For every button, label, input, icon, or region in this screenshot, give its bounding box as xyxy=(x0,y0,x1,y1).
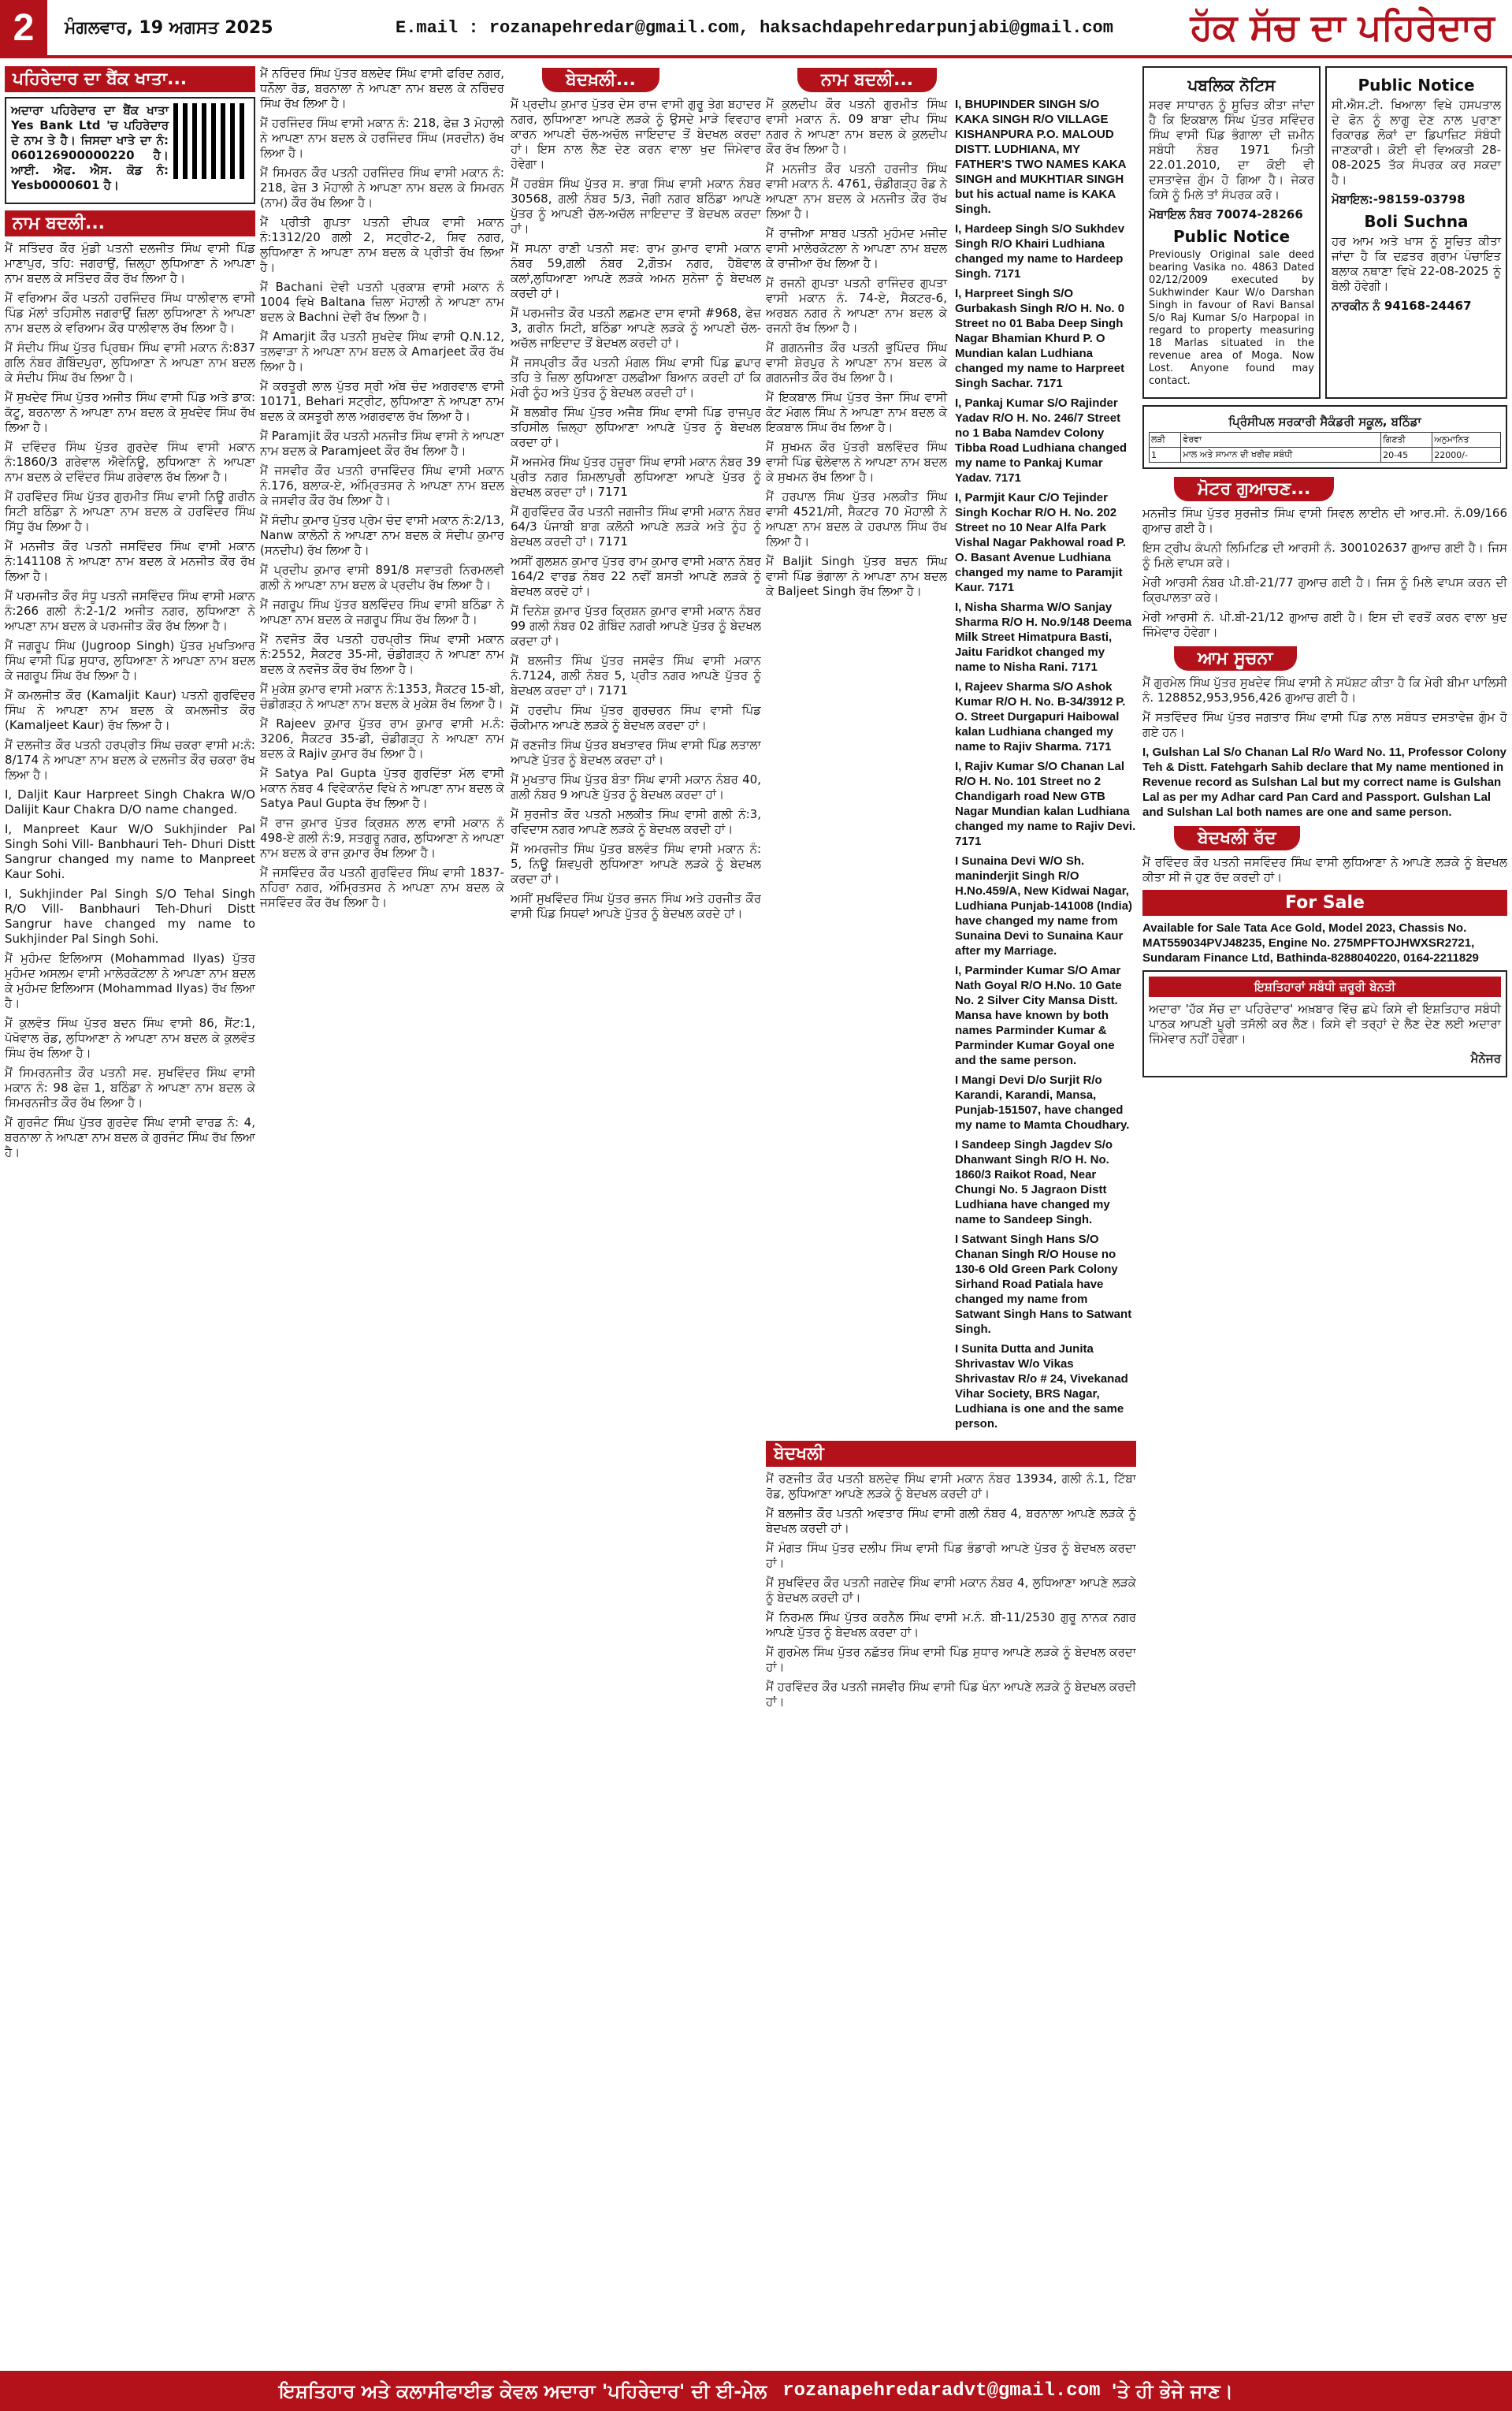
ad-item: ਮੈਂ ਨਰਿੰਦਰ ਸਿੰਘ ਪੁੱਤਰ ਬਲਦੇਵ ਸਿੰਘ ਵਾਸੀ ਫਰਿਦ ਨਗਰ, ਧਨੌਲਾ ਰੋਡ, ਬਰਨਾਲਾ ਨੇ ਆਪਣਾ ਨਾਮ ਬਦਲ ਕੇ ਨਰਿੰਦਰ ਸਿੰਘ ਰੱਖ ਲਿਆ ਹੈ। xyxy=(260,66,504,110)
ad-item: ਅਸੀਂ ਗੁਲਸ਼ਨ ਕੁਮਾਰ ਪੁੱਤਰ ਰਾਮ ਕੁਮਾਰ ਵਾਸੀ ਮਕਾਨ ਨੰਬਰ 164/2 ਵਾਰਡ ਨੰਬਰ 22 ਨਵੀਂ ਬਸਤੀ ਆਪਣੇ ਲੜਕੇ ਨੂੰ ਬੇਦਖਲ ਕਰਦੇ ਹਾਂ। xyxy=(511,554,761,598)
table-header: ਅਨੁਮਾਨਿਤ xyxy=(1432,433,1501,448)
ad-item-english: I, Harpreet Singh S/O Gurbakash Singh R/O H. No. 0 Street no 01 Baba Deep Singh Nagar Bhamian Khurd P. O Mundian kalan Ludhiana changed my name to Harpreet Singh Sachar. 7171 xyxy=(955,287,1125,390)
notice-contact: ਮੋਬਾਇਲ ਨੰਬਰ 70074-28266 xyxy=(1149,207,1303,221)
table-header: ਗਿਣਤੀ xyxy=(1381,433,1432,448)
page-footer xyxy=(0,2371,1512,2411)
bank-box xyxy=(5,97,255,204)
bank-text: ਅਦਾਰਾ ਪਹਿਰੇਦਾਰ ਦਾ ਬੈਂਕ ਖਾਤਾ Yes Bank Ltd 'ਚ ਪਹਿਰੇਦਾਰ ਦੇ ਨਾਮ ਤੇ ਹੈ। ਜਿਸਦਾ ਖਾਤੇ ਦਾ ਨੰ: 060126900000220 ਹੈ। ਆਈ. ਐਫ. ਐਸ. ਕੋਡ ਨੰ: Yesb0000601 ਹੈ। xyxy=(11,103,169,192)
public-notice-box xyxy=(1325,66,1507,399)
ad-item-english: I, BHUPINDER SINGH S/O KAKA SINGH R/O VILLAGE KISHANPURA P.O. MALOUD DISTT. LUDHIANA, MY FATHER'S TWO NAMES KAKA SINGH and MUKHTIAR SINGH but his actual name is KAKA Singh. xyxy=(955,98,1126,216)
ad-item: ਮੈਂ ਕਮਲਜੀਤ ਕੌਰ (Kamaljit Kaur) ਪਤਨੀ ਗੁਰਵਿੰਦਰ ਸਿੰਘ ਨੇ ਆਪਣਾ ਨਾਮ ਬਦਲ ਕੇ ਕਮਲਜੀਤ ਕੌਰ (Kamaljeet Kaur) ਰੱਖ ਲਿਆ ਹੈ। xyxy=(5,688,255,732)
ad-item: ਮੈਂ ਕੁਲਵੰਤ ਸਿੰਘ ਪੁੱਤਰ ਬਦਨ ਸਿੰਘ ਵਾਸੀ 86, ਸੈਂਟ:1, ਪੱਖੋਵਾਲ ਰੋਡ, ਲੁਧਿਆਣਾ ਨੇ ਆਪਣਾ ਨਾਮ ਬਦਲ ਕੇ ਕੁਲਵੰਤ ਸਿੰਘ ਰੱਖ ਲਿਆ ਹੈ। xyxy=(5,1016,255,1060)
ad-item-english: I Mangi Devi D/o Surjit R/o Karandi, Karandi, Mansa, Punjab-151507, have changed my name to Mamta Choudhary. xyxy=(955,1073,1130,1132)
ad-list xyxy=(260,66,504,910)
section-heading: For Sale xyxy=(1142,890,1507,916)
tender-box xyxy=(1142,405,1507,469)
ad-item: ਮੇਰੀ ਆਰਸੀ ਨੰਬਰ ਪੀ.ਬੀ-21/77 ਗੁਆਚ ਗਈ ਹੈ। ਜਿਸ ਨੂੰ ਮਿਲੇ ਵਾਪਸ ਕਰਨ ਦੀ ਕ੍ਰਿਪਾਲਤਾ ਕਰੇ। xyxy=(1142,575,1507,605)
notice-text: ਸੀ.ਐਸ.ਟੀ. ਖਿਆਲਾ ਵਿਖੇ ਹਸਪਤਾਲ ਦੇ ਫੋਨ ਨੂੰ ਲਾਗੂ ਦੇਣ ਨਾਲ ਪੁਰਾਣਾ ਰਿਕਾਰਡ ਲੋਕਾਂ ਦਾ ਡਿਪਾਜ਼ਿਟ ਸੰਬੰਧੀ ਜਾਣਕਾਰੀ। ਕੋਈ ਵੀ ਵਿਅਕਤੀ 28-08-2025 ਤੱਕ ਸੰਪਰਕ ਕਰ ਸਕਦਾ ਹੈ। xyxy=(1332,98,1501,187)
ad-item: ਮੈਂ ਨਿਰਮਲ ਸਿੰਘ ਪੁੱਤਰ ਕਰਨੈਲ ਸਿੰਘ ਵਾਸੀ ਮ.ਨੰ. ਬੀ-11/2530 ਗੁਰੂ ਨਾਨਕ ਨਗਰ ਆਪਣੇ ਪੁੱਤਰ ਨੂੰ ਬੇਦਖਲ ਕਰਦਾ ਹਾਂ। xyxy=(766,1610,1136,1639)
notice-title: Public Notice xyxy=(1172,227,1291,246)
ad-item: ਮੈਂ ਜਸਪ੍ਰੀਤ ਕੌਰ ਪਤਨੀ ਮੰਗਲ ਸਿੰਘ ਵਾਸੀ ਪਿੰਡ ਛਪਾਰ ਤਹਿ ਤੇ ਜ਼ਿਲਾ ਲੁਧਿਆਣਾ ਹਲਫੀਆ ਬਿਆਨ ਕਰਦੀ ਹਾਂ ਕਿ ਮੇਰੀ ਨੂੰਹ ਅਤੇ ਪੁੱਤਰ ਨੂੰ ਬੇਦਖਲ ਕਰਦੀ ਹਾਂ। xyxy=(511,355,761,400)
tender-title: ਪ੍ਰਿੰਸੀਪਲ ਸਰਕਾਰੀ ਸੈਕੰਡਰੀ ਸਕੂਲ, ਬਠਿੰਡਾ xyxy=(1228,415,1421,429)
page-header xyxy=(0,0,1512,58)
ad-item-english: I Satwant Singh Hans S/O Chanan Singh R/O House no 130-6 Old Green Park Colony Sirhand Road Patiala have changed my name from Satwant Singh Hans to Satwant Singh. xyxy=(955,1233,1132,1336)
notice-contact: ਮੋਬਾਇਲ:-98159-03798 xyxy=(1332,192,1466,206)
ad-list xyxy=(511,97,761,921)
ad-item: ਮੈਂ ਮੁਕੇਸ਼ ਕੁਮਾਰ ਵਾਸੀ ਮਕਾਨ ਨੰ:1353, ਸੈਕਟਰ 15-ਬੀ, ਚੰਡੀਗੜ੍ਹ ਨੇ ਆਪਣਾ ਨਾਮ ਬਦਲ ਕੇ ਮੁਕੇਸ਼ ਰੱਖ ਲਿਆ ਹੈ। xyxy=(260,682,504,711)
ad-item: ਮੈਂ ਸੰਦੀਪ ਕੁਮਾਰ ਪੁੱਤਰ ਪ੍ਰੇਮ ਚੰਦ ਵਾਸੀ ਮਕਾਨ ਨੰ:2/13, Nanw ਕਾਲੋਨੀ ਨੇ ਆਪਣਾ ਨਾਮ ਬਦਲ ਕੇ ਸੰਦੀਪ ਕੁਮਾਰ (ਸਨਦੀਪ) ਰੱਖ ਲਿਆ ਹੈ। xyxy=(260,513,504,557)
ad-item: ਮੈਂ ਦਲਜੀਤ ਕੌਰ ਪਤਨੀ ਹਰਪ੍ਰੀਤ ਸਿੰਘ ਚਕਰਾ ਵਾਸੀ ਮ:ਨੰ: 8/174 ਨੇ ਆਪਣਾ ਨਾਮ ਬਦਲ ਕੇ ਦਲਜੀਤ ਕੌਰ ਚਕਰਾ ਰੱਖ ਲਿਆ ਹੈ। xyxy=(5,738,255,782)
ad-item: ਮੈਂ ਨਵਜੋਤ ਕੌਰ ਪਤਨੀ ਹਰਪ੍ਰੀਤ ਸਿੰਘ ਵਾਸੀ ਮਕਾਨ ਨੰ:2552, ਸੈਕਟਰ 35-ਸੀ, ਚੰਡੀਗੜ੍ਹ ਨੇ ਆਪਣਾ ਨਾਮ ਬਦਲ ਕੇ ਨਵਜੋਤ ਕੌਰ ਰੱਖ ਲਿਆ ਹੈ। xyxy=(260,632,504,676)
footer-text: ਇਸ਼ਤਿਹਾਰ ਅਤੇ ਕਲਾਸੀਫਾਈਡ ਕੇਵਲ ਅਦਾਰਾ 'ਪਹਿਰੇਦਾਰ' ਦੀ ਈ-ਮੇਲ xyxy=(279,2379,767,2402)
ad-list xyxy=(1142,675,1507,740)
section-heading: ਬੇਦਖਲੀ xyxy=(766,1441,1136,1467)
ad-item-english: I, Hardeep Singh S/O Sukhdev Singh R/O Khairi Ludhiana changed my name to Hardeep Singh. 7171 xyxy=(955,222,1125,281)
section-heading: ਨਾਮ ਬਦਲੀ... xyxy=(797,68,937,92)
section-heading: ਬੇਦਖ਼ਲੀ... xyxy=(542,68,659,92)
ad-item: ਮੈਂ ਇਕਬਾਲ ਸਿੰਘ ਪੁੱਤਰ ਤੇਜਾ ਸਿੰਘ ਵਾਸੀ ਕੋਟ ਮੰਗਲ ਸਿੰਘ ਨੇ ਆਪਣਾ ਨਾਮ ਬਦਲ ਕੇ ਇਕਬਾਲ ਸਿੰਘ ਰੱਖ ਲਿਆ ਹੈ। xyxy=(766,390,947,434)
ad-item: ਮੈਂ ਮਨਜੀਤ ਕੌਰ ਪਤਨੀ ਜਸਵਿੰਦਰ ਸਿੰਘ ਵਾਸੀ ਮਕਾਨ ਨੰ:141108 ਨੇ ਆਪਣਾ ਨਾਮ ਬਦਲ ਕੇ ਮਨਜੀਤ ਕੌਰ ਰੱਖ ਲਿਆ ਹੈ। xyxy=(5,539,255,583)
ad-item: ਮੈਂ ਪ੍ਰਦੀਪ ਕੁਮਾਰ ਵਾਸੀ 891/8 ਸਵਾਤਰੀ ਨਿਰਮਲਵੀ ਗਲੀ ਨੇ ਆਪਣਾ ਨਾਮ ਬਦਲ ਕੇ ਪ੍ਰਦੀਪ ਰੱਖ ਲਿਆ ਹੈ। xyxy=(260,563,504,592)
column-5 xyxy=(1142,66,1507,2366)
ad-item: ਮੈਂ Amarjit ਕੌਰ ਪਤਨੀ ਸੁਖਦੇਵ ਸਿੰਘ ਵਾਸੀ Q.N.12, ਤਲਵਾੜਾ ਨੇ ਆਪਣਾ ਨਾਮ ਬਦਲ ਕੇ Amarjeet ਕੌਰ ਰੱਖ ਲਿਆ ਹੈ। xyxy=(260,329,504,374)
ad-item: ਮੈਂ ਬਲਬੀਰ ਸਿੰਘ ਪੁੱਤਰ ਅਜੈਬ ਸਿੰਘ ਵਾਸੀ ਪਿੰਡ ਰਾਜਪੁਰ ਤਹਿਸੀਲ ਜ਼ਿਲ੍ਹਾ ਲੁਧਿਆਣਾ ਆਪਣੇ ਪੁੱਤਰ ਨੂੰ ਬੇਦਖਲ ਕਰਦਾ ਹਾਂ। xyxy=(511,405,761,449)
ad-item: ਮੈਂ ਸਤਵਿੰਦਰ ਸਿੰਘ ਪੁੱਤਰ ਜਗਤਾਰ ਸਿੰਘ ਵਾਸੀ ਪਿੰਡ ਨਾਲ ਸਬੰਧਤ ਦਸਤਾਵੇਜ਼ ਗੁੰਮ ਹੋ ਗਏ ਹਨ। xyxy=(1142,710,1507,739)
ad-item: ਮੈਂ Baljit Singh ਪੁੱਤਰ ਬਚਨ ਸਿੰਘ ਵਾਸੀ ਪਿੰਡ ਭੰਗਾਲਾ ਨੇ ਆਪਣਾ ਨਾਮ ਬਦਲ ਕੇ Baljeet Singh ਰੱਖ ਲਿਆ ਹੈ। xyxy=(766,554,947,598)
disclaimer-sign: ਮੈਨੇਜਰ xyxy=(1470,1051,1501,1066)
ad-item-english: I Sandeep Singh Jagdev S/o Dhanwant Singh R/O H. No. 1860/3 Raikot Road, Near Chungi No. 5 Jagraon Distt Ludhiana have changed my name to Sandeep Singh. xyxy=(955,1138,1113,1226)
ad-item-english: I, Gulshan Lal S/o Chanan Lal R/o Ward No. 11, Professor Colony Teh & Distt. Fatehgarh Sahib declare that My name mentioned in Revenue record as Sulshan Lal but my correct name is Gulshan Lal as per my Adhar card Pan Card and Passport. Gulshan Lal and Sulshan Lal both names are one and same person. xyxy=(1142,746,1507,819)
ad-item: ਮੈਂ ਸਿਮਰਨਜੀਤ ਕੌਰ ਪਤਨੀ ਸਵ. ਸੁਖਵਿੰਦਰ ਸਿੰਘ ਵਾਸੀ ਮਕਾਨ ਨੰ: 98 ਫੇਜ਼ 1, ਬਠਿੰਡਾ ਨੇ ਆਪਣਾ ਨਾਮ ਬਦਲ ਕੇ ਸਿਮਰਨਜੀਤ ਕੌਰ ਰੱਖ ਲਿਆ ਹੈ। xyxy=(5,1066,255,1110)
ad-item: ਮੈਂ ਹਰਦੀਪ ਸਿੰਘ ਪੁੱਤਰ ਗੁਰਚਰਨ ਸਿੰਘ ਵਾਸੀ ਪਿੰਡ ਚੌਕੀਮਾਨ ਆਪਣੇ ਲੜਕੇ ਨੂੰ ਬੇਦਖਲ ਕਰਦਾ ਹਾਂ। xyxy=(511,703,761,732)
ad-item: ਮੈਂ Paramjit ਕੌਰ ਪਤਨੀ ਮਨਜੀਤ ਸਿੰਘ ਵਾਸੀ ਨੇ ਆਪਣਾ ਨਾਮ ਬਦਲ ਕੇ Paramjeet ਕੌਰ ਰੱਖ ਲਿਆ ਹੈ। xyxy=(260,429,504,458)
ad-item: ਮੈਂ ਸਪਨਾ ਰਾਣੀ ਪਤਨੀ ਸਵ: ਰਾਮ ਕੁਮਾਰ ਵਾਸੀ ਮਕਾਨ ਨੰਬਰ 59,ਗਲੀ ਨੰਬਰ 2,ਗੌਤਮ ਨਗਰ, ਹੈਬੋਵਾਲ ਕਲਾਂ,ਲੁਧਿਆਣਾ ਆਪਣੇ ਲੜਕੇ ਅਮਨ ਸੁਨੇਜਾ ਨੂੰ ਬੇਦਖਲ ਕਰਦੀ ਹਾਂ। xyxy=(511,241,761,300)
ad-item: ਅਸੀਂ ਸੁਖਵਿੰਦਰ ਸਿੰਘ ਪੁੱਤਰ ਭਜਨ ਸਿੰਘ ਅਤੇ ਹਰਜੀਤ ਕੌਰ ਵਾਸੀ ਪਿੰਡ ਸਿਧਵਾਂ ਆਪਣੇ ਪੁੱਤਰ ਨੂੰ ਬੇਦਖਲ ਕਰਦੇ ਹਾਂ। xyxy=(511,891,761,921)
section-heading: ਨਾਮ ਬਦਲੀ... xyxy=(5,210,255,236)
notice-text: ਸਰਵ ਸਾਧਾਰਨ ਨੂੰ ਸੂਚਿਤ ਕੀਤਾ ਜਾਂਦਾ ਹੈ ਕਿ ਇਕਬਾਲ ਸਿੰਘ ਪੁੱਤਰ ਸਵਿੰਦਰ ਸਿੰਘ ਵਾਸੀ ਪਿੰਡ ਭੰਗਾਲਾ ਦੀ ਜ਼ਮੀਨ ਸਬੰਧੀ ਨੰਬਰ 1971 ਮਿਤੀ 22.01.2010, ਦਾ ਕੋਈ ਵੀ ਦਸਤਾਵੇਜ਼ ਗੁੰਮ ਹੋ ਗਿਆ ਹੈ। ਜੇਕਰ ਕਿਸੇ ਨੂੰ ਮਿਲੇ ਤਾਂ ਸੰਪਰਕ ਕਰੋ। xyxy=(1149,98,1314,202)
table-cell: 22000/- xyxy=(1432,448,1501,463)
notice-title: ਪਬਲਿਕ ਨੋਟਿਸ xyxy=(1187,76,1276,95)
ad-item: ਮੈਂ ਹਰਪਾਲ ਸਿੰਘ ਪੁੱਤਰ ਮਲਕੀਤ ਸਿੰਘ ਵਾਸੀ 4521/ਸੀ, ਸੈਕਟਰ 70 ਮੋਹਾਲੀ ਨੇ ਆਪਣਾ ਨਾਮ ਬਦਲ ਕੇ ਹਰਪਾਲ ਸਿੰਘ ਰੱਖ ਲਿਆ ਹੈ। xyxy=(766,489,947,549)
ad-item: ਮੈਂ ਦਿਨੇਸ਼ ਕੁਮਾਰ ਪੁੱਤਰ ਕ੍ਰਿਸ਼ਨ ਕੁਮਾਰ ਵਾਸੀ ਮਕਾਨ ਨੰਬਰ 99 ਗਲੀ ਨੰਬਰ 02 ਗੋਬਿੰਦ ਨਗਰੀ ਆਪਣੇ ਪੁੱਤਰ ਨੂੰ ਬੇਦਖਲ ਕਰਦਾ ਹਾਂ। xyxy=(511,604,761,648)
footer-tail: 'ਤੇ ਹੀ ਭੇਜੇ ਜਾਣ। xyxy=(1111,2379,1233,2402)
notice-text: Previously Original sale deed bearing Vasika no. 4863 Dated 02/12/2009 executed by Sukhwinder Kaur W/o Darshan Singh in favour of Ravi Bansal S/o Raj Kumar S/o Harpopal in regard to property measuring 18 Marlas situated in the revenue area of Moga. Now Lost. Anyone found may contact. xyxy=(1149,249,1314,387)
bank-title: ਪਹਿਰੇਦਾਰ ਦਾ ਬੈਂਕ ਖਾਤਾ... xyxy=(5,66,255,92)
ad-item-english: I Sunaina Devi W/O Sh. maninderjit Singh R/O H.No.459/A, New Kidwai Nagar, Ludhiana Punjab-141008 (India) have changed my name from Sunaina Devi to Sunaina Kaur after my Marriage. xyxy=(955,854,1133,958)
disclaimer-box xyxy=(1142,970,1507,1077)
ad-item: ਮੈਂ ਜਸਵਿੰਦਰ ਕੌਰ ਪਤਨੀ ਗੁਰਵਿੰਦਰ ਸਿੰਘ ਵਾਸੀ 1837-ਨਹਿਰਾ ਨਗਰ, ਅੰਮ੍ਰਿਤਸਰ ਨੇ ਆਪਣਾ ਨਾਮ ਬਦਲ ਕੇ ਜਸਵਿੰਦਰ ਕੌਰ ਰੱਖ ਲਿਆ ਹੈ। xyxy=(260,865,504,910)
ad-list xyxy=(766,97,947,1436)
ad-item: ਮੈਂ ਅਮਰਜੀਤ ਸਿੰਘ ਪੁੱਤਰ ਬਲਵੰਤ ਸਿੰਘ ਵਾਸੀ ਮਕਾਨ ਨੰ: 5, ਨਿਊ ਸ਼ਿਵਪੁਰੀ ਲੁਧਿਆਣਾ ਆਪਣੇ ਲੜਕੇ ਨੂੰ ਬੇਦਖਲ ਕਰਦਾ ਹਾਂ। xyxy=(511,842,761,886)
ad-item: ਮੈਂ ਮਨਜੀਤ ਕੌਰ ਪਤਨੀ ਹਰਜੀਤ ਸਿੰਘ ਵਾਸੀ ਮਕਾਨ ਨੰ. 4761, ਚੰਡੀਗੜ੍ਹ ਰੋਡ ਨੇ ਆਪਣਾ ਨਾਮ ਬਦਲ ਕੇ ਮਨਜੀਤ ਕੌਰ ਰੱਖ ਲਿਆ ਹੈ। xyxy=(766,162,947,221)
notice-title: Public Notice xyxy=(1358,76,1475,95)
ad-item-english: I, Parmjit Kaur C/O Tejinder Singh Kochar R/O H. No. 202 Street no 10 Near Alfa Park Vishal Nagar Pakhowal road P. O. Basant Avenue Ludhiana changed my name to Paramjit Kaur. 7171 xyxy=(955,491,1127,594)
table-cell: 1 xyxy=(1150,448,1181,463)
ad-item-english: I Sunita Dutta and Junita Shrivastav W/o Vikas Shrivastav R/o # 24, Vivekanad Vihar Society, BRS Nagar, Ludhiana is one and the same person. xyxy=(955,1342,1128,1431)
table-header: ਵੇਰਵਾ xyxy=(1181,433,1381,448)
column-3 xyxy=(511,66,761,2366)
ad-item-english: I, Pankaj Kumar S/O Rajinder Yadav R/O H. No. 246/7 Street no 1 Baba Namdev Colony Tibba Road Ludhiana changed my name to Pankaj Kumar Yadav. 7171 xyxy=(955,396,1127,485)
notice-contact: ਨਾਰਕੀਨ ਨੰ 94168-24467 xyxy=(1332,299,1472,313)
column-1 xyxy=(5,66,255,2366)
table-cell: 20-45 xyxy=(1381,448,1432,463)
qr-code-icon xyxy=(173,103,249,179)
ad-item: ਮੈਂ ਅਜਮੇਰ ਸਿੰਘ ਪੁੱਤਰ ਹਜੂਰਾ ਸਿੰਘ ਵਾਸੀ ਮਕਾਨ ਨੰਬਰ 39 ਪ੍ਰੀਤ ਨਗਰ ਸ਼ਿਮਲਾਪੁਰੀ ਲੁਧਿਆਣਾ ਆਪਣੇ ਪੁੱਤਰ ਨੂੰ ਬੇਦਖਲ ਕਰਦਾ ਹਾਂ। 7171 xyxy=(511,455,761,499)
ad-item: ਮੈਂ ਕਰਤੂਰੀ ਲਾਲ ਪੁੱਤਰ ਸ੍ਰੀ ਅੰਬ ਚੰਦ ਅਗਰਵਾਲ ਵਾਸੀ 10171, Behari ਸਟ੍ਰੀਟ, ਲੁਧਿਆਣਾ ਨੇ ਆਪਣਾ ਨਾਮ ਬਦਲ ਕੇ ਕਸਤੂਰੀ ਲਾਲ ਅਗਰਵਾਲ ਰੱਖ ਲਿਆ ਹੈ। xyxy=(260,379,504,423)
sale-text: Available for Sale Tata Ace Gold, Model 2023, Chassis No. MAT559034PVJ48235, Engine No. 275MPFTOJHWXSR2721, Sundaram Finance Ltd, Bathinda-8288040220, 0164-2211829 xyxy=(1142,921,1479,965)
column-2 xyxy=(260,66,504,2366)
ad-item: ਮੈਂ ਸਿਮਰਨ ਕੌਰ ਪਤਨੀ ਹਰਜਿੰਦਰ ਸਿੰਘ ਵਾਸੀ ਮਕਾਨ ਨੰ: 218, ਫੇਜ਼ 3 ਮੋਹਾਲੀ ਨੇ ਆਪਣਾ ਨਾਮ ਬਦਲ ਕੇ ਸਿਮਰਨ (ਨਾਮ) ਕੌਰ ਰੱਖ ਲਿਆ ਹੈ। xyxy=(260,166,504,210)
ad-list xyxy=(766,1472,1136,1710)
ad-item: ਇਸ ਟ੍ਰੀਪ ਕੰਪਨੀ ਲਿਮਿਟਿਡ ਦੀ ਆਰਸੀ ਨੰ. 300102637 ਗੁਆਚ ਗਈ ਹੈ। ਜਿਸ ਨੂੰ ਮਿਲੇ ਵਾਪਸ ਕਰੇ। xyxy=(1142,541,1507,570)
ad-item: ਮੈਂ ਰਵਿੰਦਰ ਕੌਰ ਪਤਨੀ ਜਸਵਿੰਦਰ ਸਿੰਘ ਵਾਸੀ ਲੁਧਿਆਣਾ ਨੇ ਆਪਣੇ ਲੜਕੇ ਨੂੰ ਬੇਦਖਲ ਕੀਤਾ ਸੀ ਜੋ ਹੁਣ ਰੱਦ ਕਰਦੀ ਹਾਂ। xyxy=(1142,855,1507,884)
tender-table xyxy=(1149,432,1501,463)
ad-item: ਮੈਂ ਵਰਿਆਮ ਕੌਰ ਪਤਨੀ ਹਰਜਿੰਦਰ ਸਿੰਘ ਧਾਲੀਵਾਲ ਵਾਸੀ ਪਿੰਡ ਮੱਲਾਂ ਤਹਿਸੀਲ ਜਗਰਾਉਂ ਜ਼ਿਲਾ ਲੁਧਿਆਣਾ ਨੇ ਆਪਣਾ ਨਾਮ ਬਦਲ ਕੇ ਵਰਿਆਮ ਕੌਰ ਧਾਲੀਵਾਲ ਰੱਖ ਲਿਆ ਹੈ। xyxy=(5,291,255,335)
ad-item: ਮੈਂ Bachani ਦੇਵੀ ਪਤਨੀ ਪ੍ਰਕਾਸ਼ ਵਾਸੀ ਮਕਾਨ ਨੰ 1004 ਵਿਖੇ Baltana ਜ਼ਿਲਾ ਮੋਹਾਲੀ ਨੇ ਆਪਣਾ ਨਾਮ ਬਦਲ ਕੇ Bachni ਦੇਵੀ ਰੱਖ ਲਿਆ ਹੈ। xyxy=(260,280,504,324)
ad-item: ਮੈਂ ਸੁਖਵਿੰਦਰ ਕੌਰ ਪਤਨੀ ਜਗਦੇਵ ਸਿੰਘ ਵਾਸੀ ਮਕਾਨ ਨੰਬਰ 4, ਲੁਧਿਆਣਾ ਆਪਣੇ ਲੜਕੇ ਨੂੰ ਬੇਦਖਲ ਕਰਦੀ ਹਾਂ। xyxy=(766,1576,1136,1605)
section-heading: ਆਮ ਸੂਚਨਾ xyxy=(1174,646,1297,671)
ad-item: ਮੈਂ ਕੁਲਦੀਪ ਕੌਰ ਪਤਨੀ ਗੁਰਮੀਤ ਸਿੰਘ ਵਾਸੀ ਮਕਾਨ ਨੰ. 09 ਬਾਬਾ ਦੀਪ ਸਿੰਘ ਨਗਰ ਨੇ ਆਪਣਾ ਨਾਮ ਬਦਲ ਕੇ ਕੁਲਦੀਪ ਕੌਰ ਰੱਖ ਲਿਆ ਹੈ। xyxy=(766,97,947,156)
ad-item: ਮੈਂ ਪ੍ਰਦੀਪ ਕੁਮਾਰ ਪੁੱਤਰ ਦੇਸ ਰਾਜ ਵਾਸੀ ਗੁਰੂ ਤੇਗ ਬਹਾਦਰ ਨਗਰ, ਲੁਧਿਆਣਾ ਆਪਣੇ ਲੜਕੇ ਨੂੰ ਉਸਦੇ ਮਾੜੇ ਵਿਵਹਾਰ ਕਾਰਨ ਆਪਣੀ ਚੱਲ-ਅਚੱਲ ਜਾਇਦਾਦ ਤੋਂ ਬੇਦਖਲ ਕਰਦਾ ਹਾਂ। ਇਸ ਨਾਲ ਲੈਣ ਦੇਣ ਕਰਨ ਵਾਲਾ ਖੁਦ ਜਿੰਮੇਵਾਰ ਹੋਵੇਗਾ। xyxy=(511,97,761,171)
public-notice-box xyxy=(1142,66,1321,399)
ad-item: ਮੈਂ ਜਗਰੂਪ ਸਿੰਘ (Jugroop Singh) ਪੁੱਤਰ ਮੁਖਤਿਆਰ ਸਿੰਘ ਵਾਸੀ ਪਿੰਡ ਸੁਧਾਰ, ਲੁਧਿਆਣਾ ਨੇ ਆਪਣਾ ਨਾਮ ਬਦਲ ਕੇ ਜਗਰੂਪ ਸਿੰਘ ਰੱਖ ਲਿਆ ਹੈ। xyxy=(5,638,255,683)
section-heading: ਮੋਟਰ ਗੁਆਚਣ... xyxy=(1174,477,1334,501)
ad-item-english: I, Parminder Kumar S/O Amar Nath Goyal R/O H.No. 10 Gate No. 2 Silver City Mansa Distt. Mansa have known by both names Parminder Kumar & Parminder Kumar Goyal one and the same person. xyxy=(955,964,1122,1067)
ad-item: ਮੈਂ ਸੁਰਜੀਤ ਕੌਰ ਪਤਨੀ ਮਲਕੀਤ ਸਿੰਘ ਵਾਸੀ ਗਲੀ ਨੰ:3, ਰਵਿਦਾਸ ਨਗਰ ਆਪਣੇ ਲੜਕੇ ਨੂੰ ਬੇਦਖਲ ਕਰਦੀ ਹਾਂ। xyxy=(511,807,761,836)
issue-date: ਮੰਗਲਵਾਰ, 19 ਅਗਸਤ 2025 xyxy=(65,17,273,38)
ad-item: ਮੇਰੀ ਆਰਸੀ ਨੰ. ਪੀ.ਬੀ-21/12 ਗੁਆਚ ਗਈ ਹੈ। ਇਸ ਦੀ ਵਰਤੋਂ ਕਰਨ ਵਾਲਾ ਖੁਦ ਜਿੰਮੇਵਾਰ ਹੋਵੇਗਾ। xyxy=(1142,610,1507,639)
ad-item: ਮੈਂ ਬਲਜੀਤ ਕੌਰ ਪਤਨੀ ਅਵਤਾਰ ਸਿੰਘ ਵਾਸੀ ਗਲੀ ਨੰਬਰ 4, ਬਰਨਾਲਾ ਆਪਣੇ ਲੜਕੇ ਨੂੰ ਬੇਦਖਲ ਕਰਦੀ ਹਾਂ। xyxy=(766,1506,1136,1535)
ad-item: ਮੈਂ ਦਵਿੰਦਰ ਸਿੰਘ ਪੁੱਤਰ ਗੁਰਦੇਵ ਸਿੰਘ ਵਾਸੀ ਮਕਾਨ ਨੰ:1860/3 ਗਰੇਵਾਲ ਐਵੇਨਿਊ, ਲੁਧਿਆਣਾ ਨੇ ਆਪਣਾ ਨਾਮ ਬਦਲ ਕੇ ਦਵਿੰਦਰ ਸਿੰਘ ਗਰੇਵਾਲ ਰੱਖ ਲਿਆ ਹੈ। xyxy=(5,440,255,484)
ad-item-english: I, Rajiv Kumar S/O Chanan Lal R/O H. No. 101 Street no 2 Chandigarh road New GTB Nagar Mundian kalan Ludhiana changed my name to Rajiv Devi. 7171 xyxy=(955,760,1136,848)
ad-item: ਮੈਂ ਸੰਦੀਪ ਸਿੰਘ ਪੁੱਤਰ ਪ੍ਰਿਥਮ ਸਿੰਘ ਵਾਸੀ ਮਕਾਨ ਨੰ:837 ਗਲਿ ਨੰਬਰ ਗੋਬਿੰਦਪੁਰਾ, ਲੁਧਿਆਣਾ ਨੇ ਆਪਣਾ ਨਾਮ ਬਦਲ ਕੇ ਸੰਦੀਪ ਸਿੰਘ ਰੱਖ ਲਿਆ ਹੈ। xyxy=(5,340,255,385)
ad-item: I, Daljit Kaur Harpreet Singh Chakra W/O Dalijit Kaur Chakra D/O name changed. xyxy=(5,787,255,817)
ad-item: ਮੈਂ ਪ੍ਰੀਤੀ ਗੁਪਤਾ ਪਤਨੀ ਦੀਪਕ ਵਾਸੀ ਮਕਾਨ ਨੰ:1312/20 ਗਲੀ 2, ਸਟ੍ਰੀਟ-2, ਸ਼ਿਵ ਨਗਰ, ਲੁਧਿਆਣਾ ਨੇ ਆਪਣਾ ਨਾਮ ਬਦਲ ਕੇ ਪ੍ਰੀਤੀ ਰੱਖ ਲਿਆ ਹੈ। xyxy=(260,215,504,274)
section-heading: ਬੇਦਖਲੀ ਰੱਦ xyxy=(1174,826,1300,850)
ad-item: ਮੈਂ Rajeev ਕੁਮਾਰ ਪੁੱਤਰ ਰਾਮ ਕੁਮਾਰ ਵਾਸੀ ਮ.ਨੰ: 3206, ਸੈਕਟਰ 35-ਡੀ, ਚੰਡੀਗੜ੍ਹ ਨੇ ਆਪਣਾ ਨਾਮ ਬਦਲ ਕੇ Rajiv ਕੁਮਾਰ ਰੱਖ ਲਿਆ ਹੈ। xyxy=(260,716,504,761)
ad-item: ਮੈਂ ਮੰਗਤ ਸਿੰਘ ਪੁੱਤਰ ਦਲੀਪ ਸਿੰਘ ਵਾਸੀ ਪਿੰਡ ਭੰਡਾਰੀ ਆਪਣੇ ਪੁੱਤਰ ਨੂੰ ਬੇਦਖਲ ਕਰਦਾ ਹਾਂ। xyxy=(766,1541,1136,1570)
ad-item: ਮੈਂ ਸਤਿੰਦਰ ਕੌਰ ਮੁੰਡੀ ਪਤਨੀ ਦਲਜੀਤ ਸਿੰਘ ਵਾਸੀ ਪਿੰਡ ਮਾਣਾਪੁਰ, ਤਹਿ: ਜਗਰਾਉਂ, ਜ਼ਿਲ੍ਹਾ ਲੁਧਿਆਣਾ ਨੇ ਆਪਣਾ ਨਾਮ ਬਦਲ ਕੇ ਸਤਿੰਦਰ ਕੌਰ ਰੱਖ ਲਿਆ ਹੈ। xyxy=(5,241,255,285)
ad-item: ਮੈਂ ਜਸਵੀਰ ਕੌਰ ਪਤਨੀ ਰਾਜਵਿੰਦਰ ਸਿੰਘ ਵਾਸੀ ਮਕਾਨ ਨੰ.176, ਬਲਾਕ-ਏ, ਅੰਮ੍ਰਿਤਸਰ ਨੇ ਆਪਣਾ ਨਾਮ ਬਦਲ ਕੇ ਜਸਵੀਰ ਕੌਰ ਰੱਖ ਲਿਆ ਹੈ। xyxy=(260,463,504,508)
footer-email[interactable]: rozanapehredaradvt@gmail.com xyxy=(782,2380,1101,2402)
ad-item: ਮੈਂ ਰਣਜੀਤ ਸਿੰਘ ਪੁੱਤਰ ਬਖਤਾਵਰ ਸਿੰਘ ਵਾਸੀ ਪਿੰਡ ਲਤਾਲਾ ਆਪਣੇ ਪੁੱਤਰ ਨੂੰ ਬੇਦਖਲ ਕਰਦਾ ਹਾਂ। xyxy=(511,738,761,767)
ad-item: ਮੈਂ ਮੁਹੰਮਦ ਇਲਿਆਸ (Mohammad Ilyas) ਪੁੱਤਰ ਮੁਹੰਮਦ ਅਸਲਮ ਵਾਸੀ ਮਾਲੇਰਕੋਟਲਾ ਨੇ ਆਪਣਾ ਨਾਮ ਬਦਲ ਕੇ ਮੁਹੰਮਦ ਇਲਿਆਸ (Mohammad Ilyas) ਰੱਖ ਲਿਆ ਹੈ। xyxy=(5,951,255,1010)
ad-item-english: I, Rajeev Sharma S/O Ashok Kumar R/O H. No. B-34/3912 P. O. Street Durgapuri Haibowal kalan Ludhiana changed my name to Rajiv Sharma. 7171 xyxy=(955,680,1126,753)
ad-item: ਮੈਂ ਹਰਬੰਸ ਸਿੰਘ ਪੁੱਤਰ ਸ. ਭਾਗ ਸਿੰਘ ਵਾਸੀ ਮਕਾਨ ਨੰਬਰ 30568, ਗਲੀ ਨੰਬਰ 5/3, ਜੋਗੀ ਨਗਰ ਬਠਿੰਡਾ ਆਪਣੇ ਪੁੱਤਰ ਨੂੰ ਆਪਣੀ ਚੱਲ-ਅਚੱਲ ਜਾਇਦਾਦ ਤੋਂ ਬੇਦਖਲ ਕਰਦਾ ਹਾਂ। xyxy=(511,177,761,236)
ad-item: ਮੈਂ ਮੁਖਤਾਰ ਸਿੰਘ ਪੁੱਤਰ ਬੰਤਾ ਸਿੰਘ ਵਾਸੀ ਮਕਾਨ ਨੰਬਰ 40, ਗਲੀ ਨੰਬਰ 9 ਆਪਣੇ ਪੁੱਤਰ ਨੂੰ ਬੇਦਖਲ ਕਰਦਾ ਹਾਂ। xyxy=(511,772,761,802)
ad-item: ਮੈਂ ਜਗਰੂਪ ਸਿੰਘ ਪੁੱਤਰ ਬਲਵਿੰਦਰ ਸਿੰਘ ਵਾਸੀ ਬਠਿੰਡਾ ਨੇ ਆਪਣਾ ਨਾਮ ਬਦਲ ਕੇ ਜਗਰੂਪ ਸਿੰਘ ਰੱਖ ਲਿਆ ਹੈ। xyxy=(260,597,504,627)
disclaimer-text: ਅਦਾਰਾ 'ਹੱਕ ਸੱਚ ਦਾ ਪਹਿਰੇਦਾਰ' ਅਖ਼ਬਾਰ ਵਿੱਚ ਛਪੇ ਕਿਸੇ ਵੀ ਇਸ਼ਤਿਹਾਰ ਸਬੰਧੀ ਪਾਠਕ ਆਪਣੀ ਪੂਰੀ ਤਸੱਲੀ ਕਰ ਲੈਣ। ਕਿਸੇ ਵੀ ਤਰ੍ਹਾਂ ਦੇ ਲੈਣ ਦੇਣ ਲਈ ਅਦਾਰਾ ਜਿੰਮੇਵਾਰ ਨਹੀਂ ਹੋਵੇਗਾ। xyxy=(1149,1002,1501,1046)
ad-item-english: I, Nisha Sharma W/O Sanjay Sharma R/O H. No.9/148 Deema Milk Street Himatpura Basti, Jaitu Faridkot changed my name to Nisha Rani. 7171 xyxy=(955,601,1132,674)
ad-item: ਮੈਂ ਸੁਖਦੇਵ ਸਿੰਘ ਪੁੱਤਰ ਅਜੀਤ ਸਿੰਘ ਵਾਸੀ ਪਿੰਡ ਅਤੇ ਡਾਕ: ਕੱਟੂ, ਬਰਨਾਲਾ ਨੇ ਆਪਣਾ ਨਾਮ ਬਦਲ ਕੇ ਸੁਖਦੇਵ ਸਿੰਘ ਰੱਖ ਲਿਆ ਹੈ। xyxy=(5,390,255,434)
ad-item: ਮੈਂ ਹਰਵਿੰਦਰ ਕੌਰ ਪਤਨੀ ਜਸਵੀਰ ਸਿੰਘ ਵਾਸੀ ਪਿੰਡ ਖੰਨਾ ਆਪਣੇ ਲੜਕੇ ਨੂੰ ਬੇਦਖਲ ਕਰਦੀ ਹਾਂ। xyxy=(766,1680,1136,1709)
ad-item: ਮੈਂ ਹਰਵਿੰਦਰ ਸਿੰਘ ਪੁੱਤਰ ਗੁਰਮੀਤ ਸਿੰਘ ਵਾਸੀ ਨਿਊ ਗਰੀਨ ਸਿਟੀ ਬਠਿੰਡਾ ਨੇ ਆਪਣਾ ਨਾਮ ਬਦਲ ਕੇ ਹਰਵਿੰਦਰ ਸਿੰਘ ਸਿੱਧੂ ਰੱਖ ਲਿਆ ਹੈ। xyxy=(5,489,255,534)
header-email[interactable]: E.mail : rozanapehredar@gmail.com, haksachdapehredarpunjabi@gmail.com xyxy=(396,17,1113,38)
ad-item: ਮੈਂ ਬਲਜੀਤ ਸਿੰਘ ਪੁੱਤਰ ਜਸਵੰਤ ਸਿੰਘ ਵਾਸੀ ਮਕਾਨ ਨੰ.7124, ਗਲੀ ਨੰਬਰ 5, ਪ੍ਰੀਤ ਨਗਰ ਆਪਣੇ ਪੁੱਤਰ ਨੂੰ ਬੇਦਖਲ ਕਰਦਾ ਹਾਂ। 7171 xyxy=(511,653,761,698)
notice-title: Boli Suchna xyxy=(1364,212,1469,231)
ad-item: ਮੈਂ ਪਰਮਜੀਤ ਕੌਰ ਸੰਧੂ ਪਤਨੀ ਜਸਵਿੰਦਰ ਸਿੰਘ ਵਾਸੀ ਮਕਾਨ ਨੰ:266 ਗਲੀ ਨੰ:2-1/2 ਅਜੀਤ ਨਗਰ, ਲੁਧਿਆਣਾ ਨੇ ਆਪਣਾ ਨਾਮ ਬਦਲ ਕੇ ਪਰਮਜੀਤ ਕੌਰ ਰੱਖ ਲਿਆ ਹੈ। xyxy=(5,589,255,633)
ad-item: ਮੈਂ ਗੁਰਵਿੰਦਰ ਕੌਰ ਪਤਨੀ ਜਗਜੀਤ ਸਿੰਘ ਵਾਸੀ ਮਕਾਨ ਨੰਬਰ 64/3 ਪੰਜਾਬੀ ਬਾਗ ਕਲੋਨੀ ਆਪਣੇ ਲੜਕੇ ਅਤੇ ਨੂੰਹ ਨੂੰ ਬੇਦਖਲ ਕਰਦੀ ਹਾਂ। 7171 xyxy=(511,504,761,549)
ad-item: I, Manpreet Kaur W/O Sukhjinder Pal Singh Sohi Vill- Banbhauri Teh- Dhuri Distt Sangrur changed my name to Manpreet Kaur Sohi. xyxy=(5,822,255,881)
ad-item: ਮੈਂ ਪਰਮਜੀਤ ਕੌਰ ਪਤਨੀ ਲਛਮਣ ਦਾਸ ਵਾਸੀ #968, ਫੇਜ਼ 3, ਗਰੀਨ ਸਿਟੀ, ਬਠਿੰਡਾ ਆਪਣੇ ਲੜਕੇ ਨੂੰ ਆਪਣੀ ਚੱਲ-ਅਚੱਲ ਜਾਇਦਾਦ ਤੋਂ ਬੇਦਖਲ ਕਰਦੀ ਹਾਂ। xyxy=(511,306,761,350)
ad-list xyxy=(1142,506,1507,640)
ad-item: ਮੈਂ ਸੁਖਮਨ ਕੌਰ ਪੁੱਤਰੀ ਬਲਵਿੰਦਰ ਸਿੰਘ ਵਾਸੀ ਪਿੰਡ ਢੋਲੇਵਾਲ ਨੇ ਆਪਣਾ ਨਾਮ ਬਦਲ ਕੇ ਸੁਖਮਨ ਰੱਖ ਲਿਆ ਹੈ। xyxy=(766,440,947,484)
ad-list xyxy=(5,241,255,1160)
newspaper-logo: ਹੱਕ ਸੱਚ ਦਾ ਪਹਿਰੇਦਾਰ xyxy=(1190,6,1495,48)
ad-item: ਮੈਂ ਗੁਰਜੰਟ ਸਿੰਘ ਪੁੱਤਰ ਗੁਰਦੇਵ ਸਿੰਘ ਵਾਸੀ ਵਾਰਡ ਨੰ: 4, ਬਰਨਾਲਾ ਨੇ ਆਪਣਾ ਨਾਮ ਬਦਲ ਕੇ ਗੁਰਜੰਟ ਸਿੰਘ ਰੱਖ ਲਿਆ ਹੈ। xyxy=(5,1115,255,1159)
disclaimer-title: ਇਸ਼ਤਿਹਾਰਾਂ ਸਬੰਧੀ ਜ਼ਰੂਰੀ ਬੇਨਤੀ xyxy=(1149,977,1501,997)
ad-item: ਮੈਂ ਰਜਨੀ ਗੁਪਤਾ ਪਤਨੀ ਰਾਜਿੰਦਰ ਗੁਪਤਾ ਵਾਸੀ ਮਕਾਨ ਨੰ. 74-ਏ, ਸੈਕਟਰ-6, ਅਰਬਨ ਨਗਰ ਨੇ ਆਪਣਾ ਨਾਮ ਬਦਲ ਕੇ ਰਜਨੀ ਰੱਖ ਲਿਆ ਹੈ। xyxy=(766,276,947,335)
ad-list-english xyxy=(955,97,1136,1436)
page-number: 2 xyxy=(0,0,47,55)
notice-text: ਹਰ ਆਮ ਅਤੇ ਖਾਸ ਨੂੰ ਸੂਚਿਤ ਕੀਤਾ ਜਾਂਦਾ ਹੈ ਕਿ ਦਫ਼ਤਰ ਗ੍ਰਾਮ ਪੰਚਾਇਤ ਬਲਾਕ ਨਥਾਣਾ ਵਿਖੇ 22-08-2025 ਨੂੰ ਬੋਲੀ ਹੋਵੇਗੀ। xyxy=(1332,234,1501,293)
ad-item: I, Sukhjinder Pal Singh S/O Tehal Singh R/O Vill- Banbhauri Teh-Dhuri Distt Sangrur have changed my name to Sukhjinder Pal Singh Sohi. xyxy=(5,887,255,946)
column-4 xyxy=(766,66,1136,2366)
ad-item: ਮਨਜੀਤ ਸਿੰਘ ਪੁੱਤਰ ਸੁਰਜੀਤ ਸਿੰਘ ਵਾਸੀ ਸਿਵਲ ਲਾਈਨ ਦੀ ਆਰ.ਸੀ. ਨੰ.09/166 ਗੁਆਚ ਗਈ ਹੈ। xyxy=(1142,506,1507,535)
ad-item: ਮੈਂ ਹਰਜਿੰਦਰ ਸਿੰਘ ਵਾਸੀ ਮਕਾਨ ਨੰ: 218, ਫੇਜ਼ 3 ਮੋਹਾਲੀ ਨੇ ਆਪਣਾ ਨਾਮ ਬਦਲ ਕੇ ਹਰਜਿੰਦਰ ਸਿੰਘ (ਸਰਦੀਨ) ਰੱਖ ਲਿਆ ਹੈ। xyxy=(260,116,504,160)
ad-item: ਮੈਂ ਰਾਜੀਆ ਸਾਬਰ ਪਤਨੀ ਮੁਹੰਮਦ ਮਜੀਦ ਵਾਸੀ ਮਾਲੇਰਕੋਟਲਾ ਨੇ ਆਪਣਾ ਨਾਮ ਬਦਲ ਕੇ ਰਾਜੀਆ ਰੱਖ ਲਿਆ ਹੈ। xyxy=(766,226,947,270)
ad-item: ਮੈਂ Satya Pal Gupta ਪੁੱਤਰ ਗੁਰਦਿੱਤਾ ਮੱਲ ਵਾਸੀ ਮਕਾਨ ਨੰਬਰ 4 ਵਿਵੇਕਾਨੰਦ ਵਿਖੇ ਨੇ ਆਪਣਾ ਨਾਮ ਬਦਲ ਕੇ Satya Paul Gupta ਰੱਖ ਲਿਆ ਹੈ। xyxy=(260,766,504,810)
table-header: ਲੜੀ xyxy=(1150,433,1181,448)
ad-item: ਮੈਂ ਗੁਰਮੇਲ ਸਿੰਘ ਪੁੱਤਰ ਨਛੱਤਰ ਸਿੰਘ ਵਾਸੀ ਪਿੰਡ ਸੁਧਾਰ ਆਪਣੇ ਲੜਕੇ ਨੂੰ ਬੇਦਖਲ ਕਰਦਾ ਹਾਂ। xyxy=(766,1645,1136,1674)
ad-item: ਮੈਂ ਰਣਜੀਤ ਕੌਰ ਪਤਨੀ ਬਲਦੇਵ ਸਿੰਘ ਵਾਸੀ ਮਕਾਨ ਨੰਬਰ 13934, ਗਲੀ ਨੰ.1, ਟਿੱਬਾ ਰੋਡ, ਲੁਧਿਆਣਾ ਆਪਣੇ ਲੜਕੇ ਨੂੰ ਬੇਦਖਲ ਕਰਦੀ ਹਾਂ। xyxy=(766,1472,1136,1501)
table-cell: ਮਾਲ ਅਤੇ ਸਾਮਾਨ ਦੀ ਖਰੀਦ ਸਬੰਧੀ xyxy=(1181,448,1381,463)
ad-item: ਮੈਂ ਰਾਜ ਕੁਮਾਰ ਪੁੱਤਰ ਕ੍ਰਿਸ਼ਨ ਲਾਲ ਵਾਸੀ ਮਕਾਨ ਨੰ 498-ਏ ਗਲੀ ਨੰ:9, ਸਤਗੁਰੂ ਨਗਰ, ਲੁਧਿਆਣਾ ਨੇ ਆਪਣਾ ਨਾਮ ਬਦਲ ਕੇ ਰਾਜ ਕੁਮਾਰ ਰੱਖ ਲਿਆ ਹੈ। xyxy=(260,816,504,860)
ad-item: ਮੈਂ ਗੁਰਮੇਲ ਸਿੰਘ ਪੁੱਤਰ ਸੁਖਦੇਵ ਸਿੰਘ ਵਾਸੀ ਨੇ ਸਪੱਸ਼ਟ ਕੀਤਾ ਹੈ ਕਿ ਮੇਰੀ ਬੀਮਾ ਪਾਲਿਸੀ ਨੰ. 128852,953,956,426 ਗੁਆਚ ਗਈ ਹੈ। xyxy=(1142,675,1507,705)
ad-item: ਮੈਂ ਗਗਨਜੀਤ ਕੌਰ ਪਤਨੀ ਭੁਪਿੰਦਰ ਸਿੰਘ ਵਾਸੀ ਸ਼ੇਰਪੁਰ ਨੇ ਆਪਣਾ ਨਾਮ ਬਦਲ ਕੇ ਗਗਨਜੀਤ ਕੌਰ ਰੱਖ ਲਿਆ ਹੈ। xyxy=(766,340,947,385)
